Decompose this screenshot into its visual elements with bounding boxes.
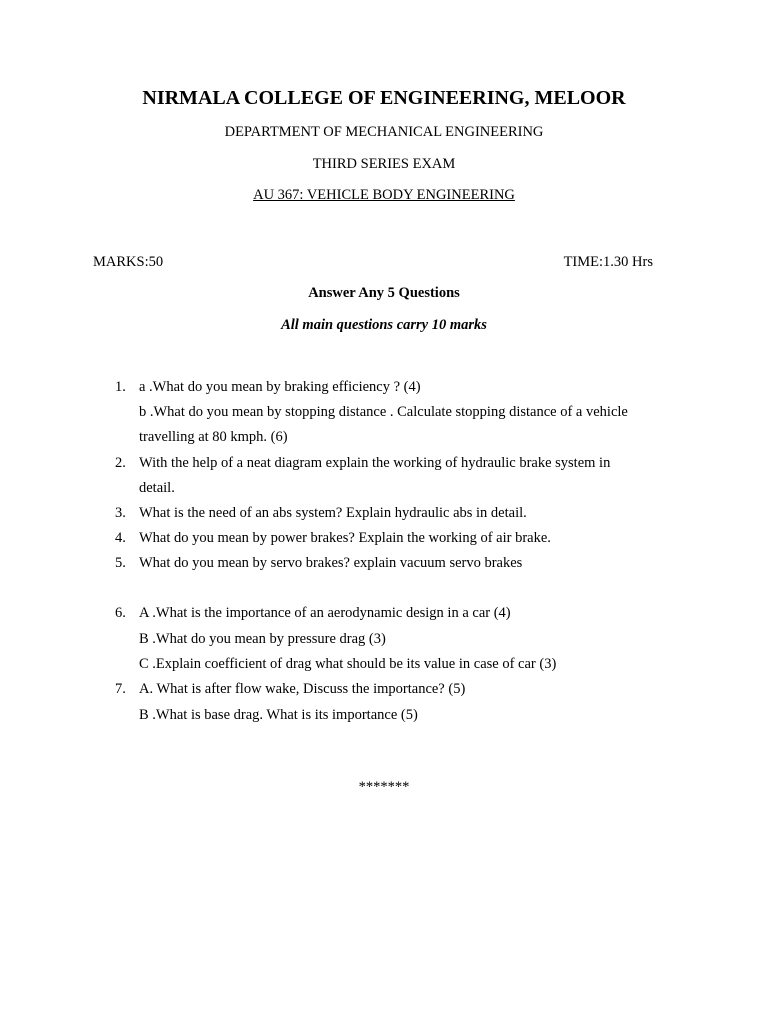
- question-line: B .What do you mean by pressure drag (3): [139, 631, 386, 647]
- question-number: 6.: [115, 605, 126, 621]
- instruction-answer-any: Answer Any 5 Questions: [308, 285, 460, 301]
- question-number: 4.: [115, 530, 126, 546]
- question-line: travelling at 80 kmph. (6): [139, 429, 288, 445]
- college-name: NIRMALA COLLEGE OF ENGINEERING, MELOOR: [142, 87, 626, 109]
- question-line: b .What do you mean by stopping distance . Calculate stopping distance of a vehicle: [139, 404, 628, 420]
- question-line: With the help of a neat diagram explain the working of hydraulic brake system in: [139, 455, 611, 471]
- question-line: detail.: [139, 480, 175, 496]
- instruction-marks: All main questions carry 10 marks: [281, 317, 487, 333]
- question-line: What do you mean by servo brakes? explain vacuum servo brakes: [139, 555, 523, 571]
- question-number: 7.: [115, 681, 126, 697]
- exam-duration: TIME:1.30 Hrs: [563, 254, 653, 270]
- question-line: B .What is base drag. What is its importance (5): [139, 707, 418, 723]
- question-line: A. What is after flow wake, Discuss the importance? (5): [139, 681, 466, 697]
- question-line: C .Explain coefficient of drag what should be its value in case of car (3): [139, 656, 557, 672]
- exam-title: THIRD SERIES EXAM: [312, 156, 456, 172]
- max-marks: MARKS:50: [93, 254, 164, 270]
- question-line: A .What is the importance of an aerodynamic design in a car (4): [139, 605, 511, 621]
- course-title: AU 367: VEHICLE BODY ENGINEERING: [253, 187, 515, 203]
- question-line: What is the need of an abs system? Explain hydraulic abs in detail.: [139, 505, 527, 521]
- question-line: a .What do you mean by braking efficiency ? (4): [139, 379, 421, 395]
- end-of-paper-marker: *******: [358, 779, 410, 795]
- question-line: What do you mean by power brakes? Explain the working of air brake.: [139, 530, 551, 546]
- question-number: 3.: [115, 505, 126, 521]
- department-name: DEPARTMENT OF MECHANICAL ENGINEERING: [224, 124, 544, 140]
- question-number: 2.: [115, 455, 126, 471]
- question-number: 1.: [115, 379, 126, 395]
- question-number: 5.: [115, 555, 126, 571]
